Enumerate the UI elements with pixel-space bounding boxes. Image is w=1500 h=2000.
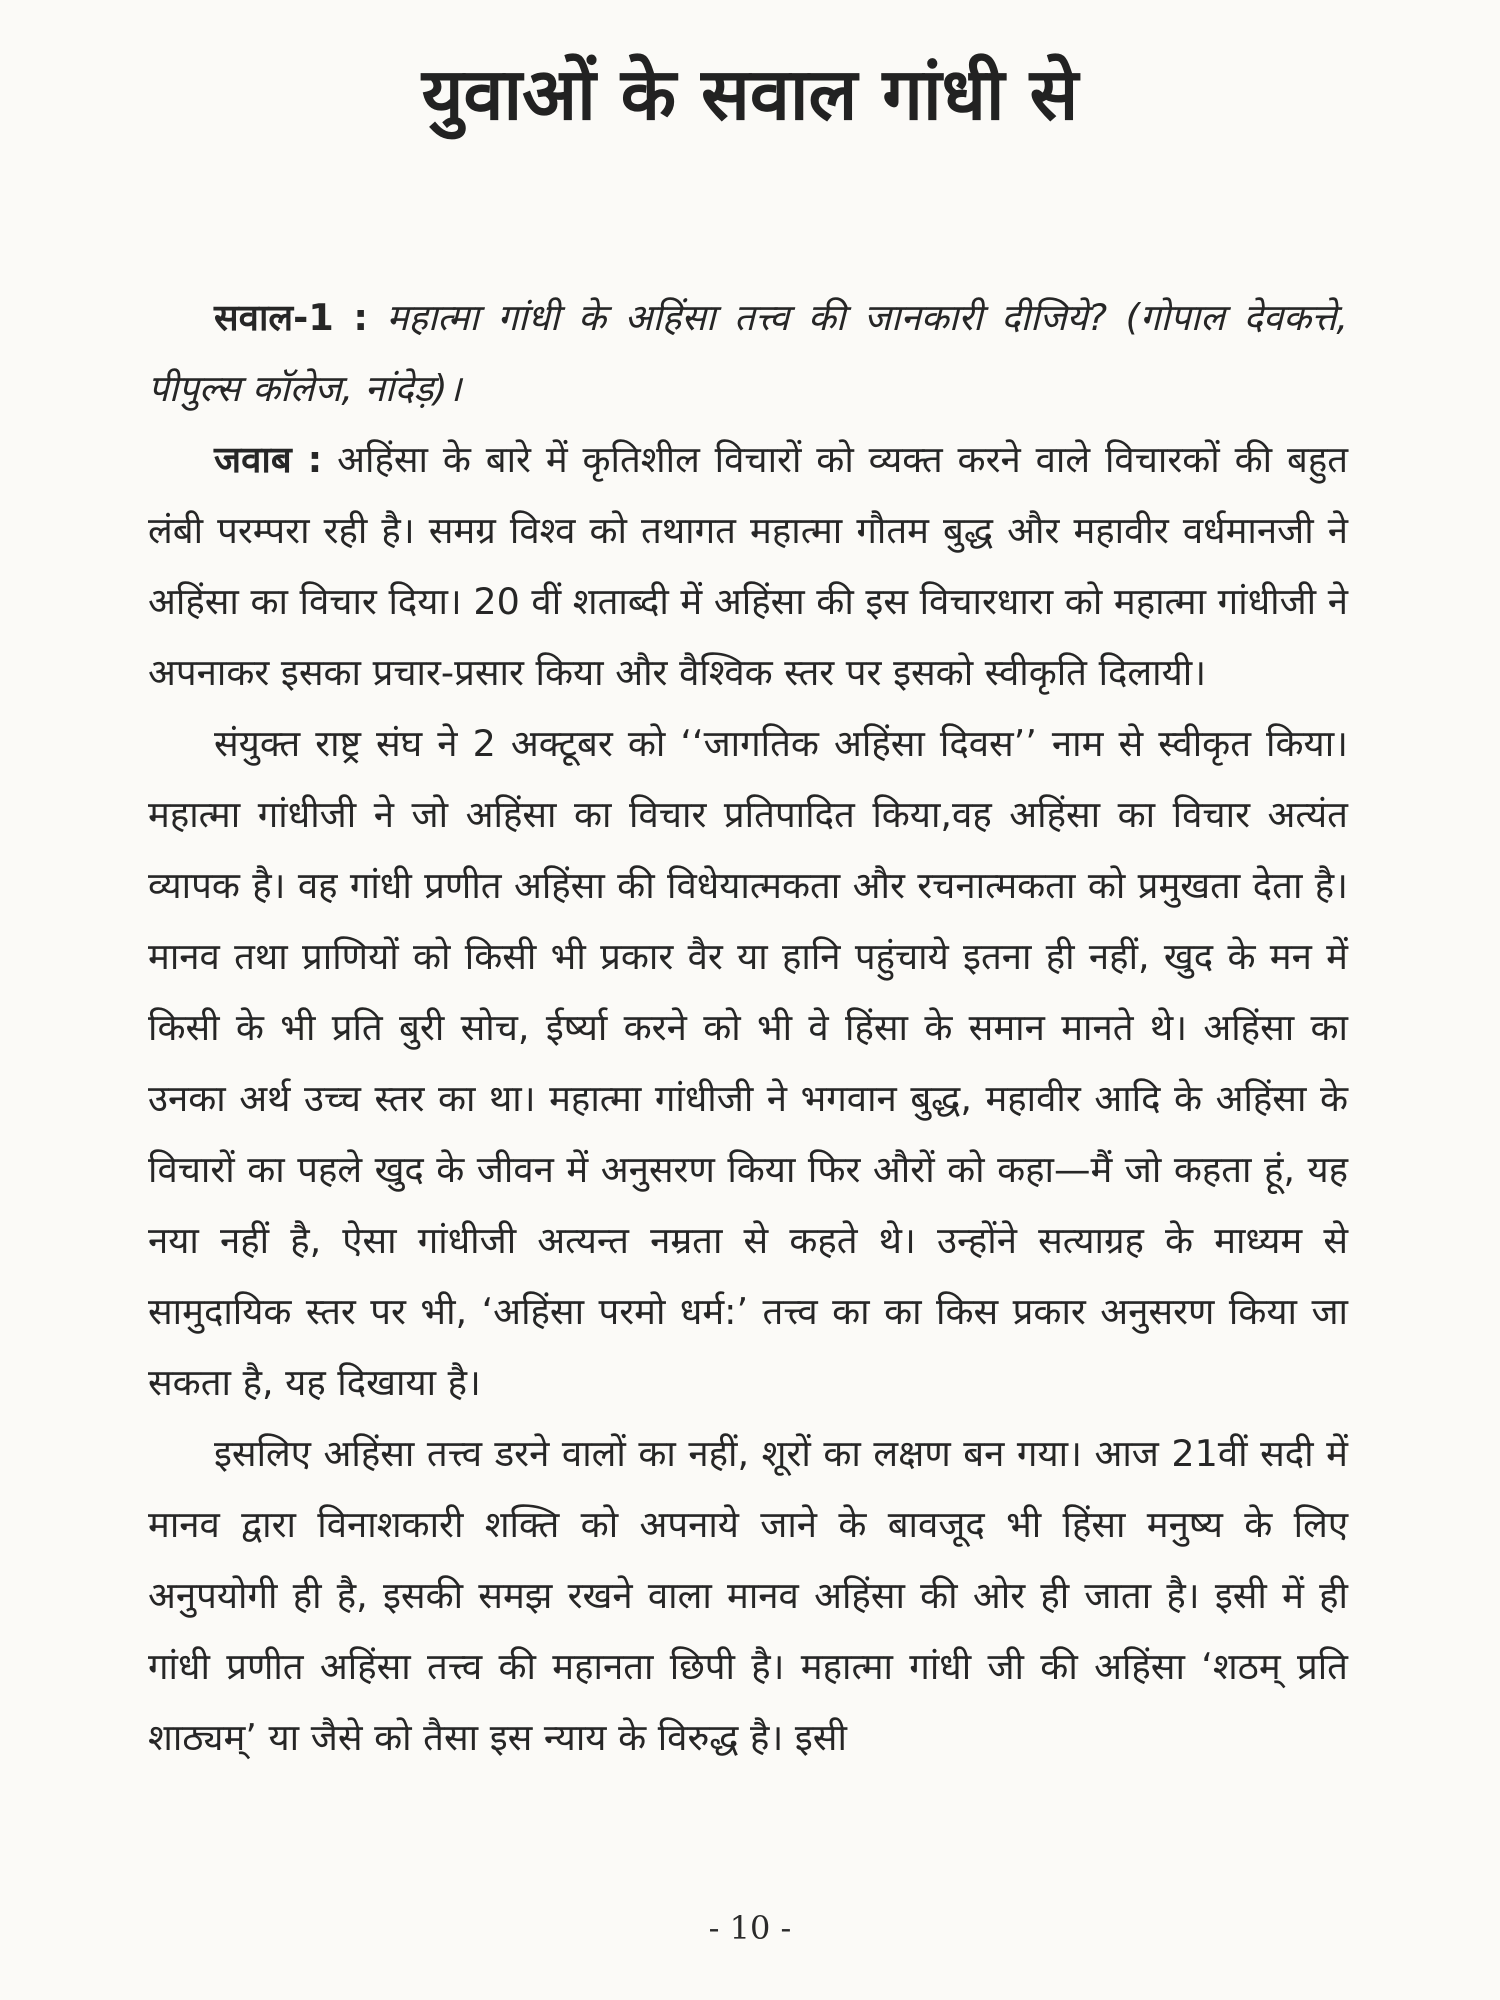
answer-text: अहिंसा के बारे में कृतिशील विचारों को व्यक्त करने वाले विचारकों की बहुत लंबी परम्परा रही है। समग्र विश्व को तथागत महात्मा गौतम बुद्ध और महावीर वर्धमानजी ने अहिंसा का विचार दिया। 20 वीं शताब्दी में अहिंसा की इस विचारधारा को महात्मा गांधीजी ने अपनाकर इसका प्रचार-प्रसार किया और वैश्विक स्तर पर इसको स्वीकृति दिलायी। [148,438,1349,694]
question-text: महात्मा गांधी के अहिंसा तत्त्व की जानकारी दीजिये? (गोपाल देवकत्ते, पीपुल्स कॉलेज, नांदेड़)। [148,296,1348,410]
body-text [148,282,1348,1773]
body-paragraph: इसलिए अहिंसा तत्त्व डरने वालों का नहीं, शूरों का लक्षण बन गया। आज 21वीं सदी में मानव द्वारा विनाशकारी शक्ति को अपनाये जाने के बावजूद भी हिंसा मनुष्य के लिए अनुपयोगी ही है, इसकी समझ रखने वाला मानव अहिंसा की ओर ही जाता है। इसी में ही गांधी प्रणीत अहिंसा तत्त्व की महानता छिपी है। महात्मा गांधी जी की अहिंसा ‘शठम् प्रति शाठ्यम्’ या जैसे को तैसा इस न्याय के विरुद्ध है। इसी [148,1432,1348,1759]
body-paragraph: संयुक्त राष्ट्र संघ ने 2 अक्टूबर को ‘‘जागतिक अहिंसा दिवस’’ नाम से स्वीकृत किया। महात्मा गांधीजी ने जो अहिंसा का विचार प्रतिपादित किया,वह अहिंसा का विचार अत्यंत व्यापक है। वह गांधी प्रणीत अहिंसा की विधेयात्मकता और रचनात्मकता को प्रमुखता देता है। मानव तथा प्राणियों को किसी भी प्रकार वैर या हानि पहुंचाये इतना ही नहीं, खुद के मन में किसी के भी प्रति बुरी सोच, ईर्ष्या करने को भी वे हिंसा के समान मानते थे। अहिंसा का उनका अर्थ उच्च स्तर का था। महात्मा गांधीजी ने भगवान बुद्ध, महावीर आदि के अहिंसा के विचारों का पहले खुद के जीवन में अनुसरण किया फिर औरों को कहा—मैं जो कहता हूं, यह नया नहीं है, ऐसा गांधीजी अत्यन्त नम्रता से कहते थे। उन्होंने सत्याग्रह के माध्यम से सामुदायिक स्तर पर भी, ‘अहिंसा परमो धर्म:’ तत्त्व का का किस प्रकार अनुसरण किया जा सकता है, यह दिखाया है। [148,722,1348,1404]
question-label: सवाल-1 : [214,296,369,339]
question-paragraph [148,282,1348,424]
answer-paragraph [148,424,1348,708]
page-title: युवाओं के सवाल गांधी से [421,52,1079,136]
answer-label: जवाब : [214,438,323,481]
page-number: - 10 - [708,1909,792,1947]
